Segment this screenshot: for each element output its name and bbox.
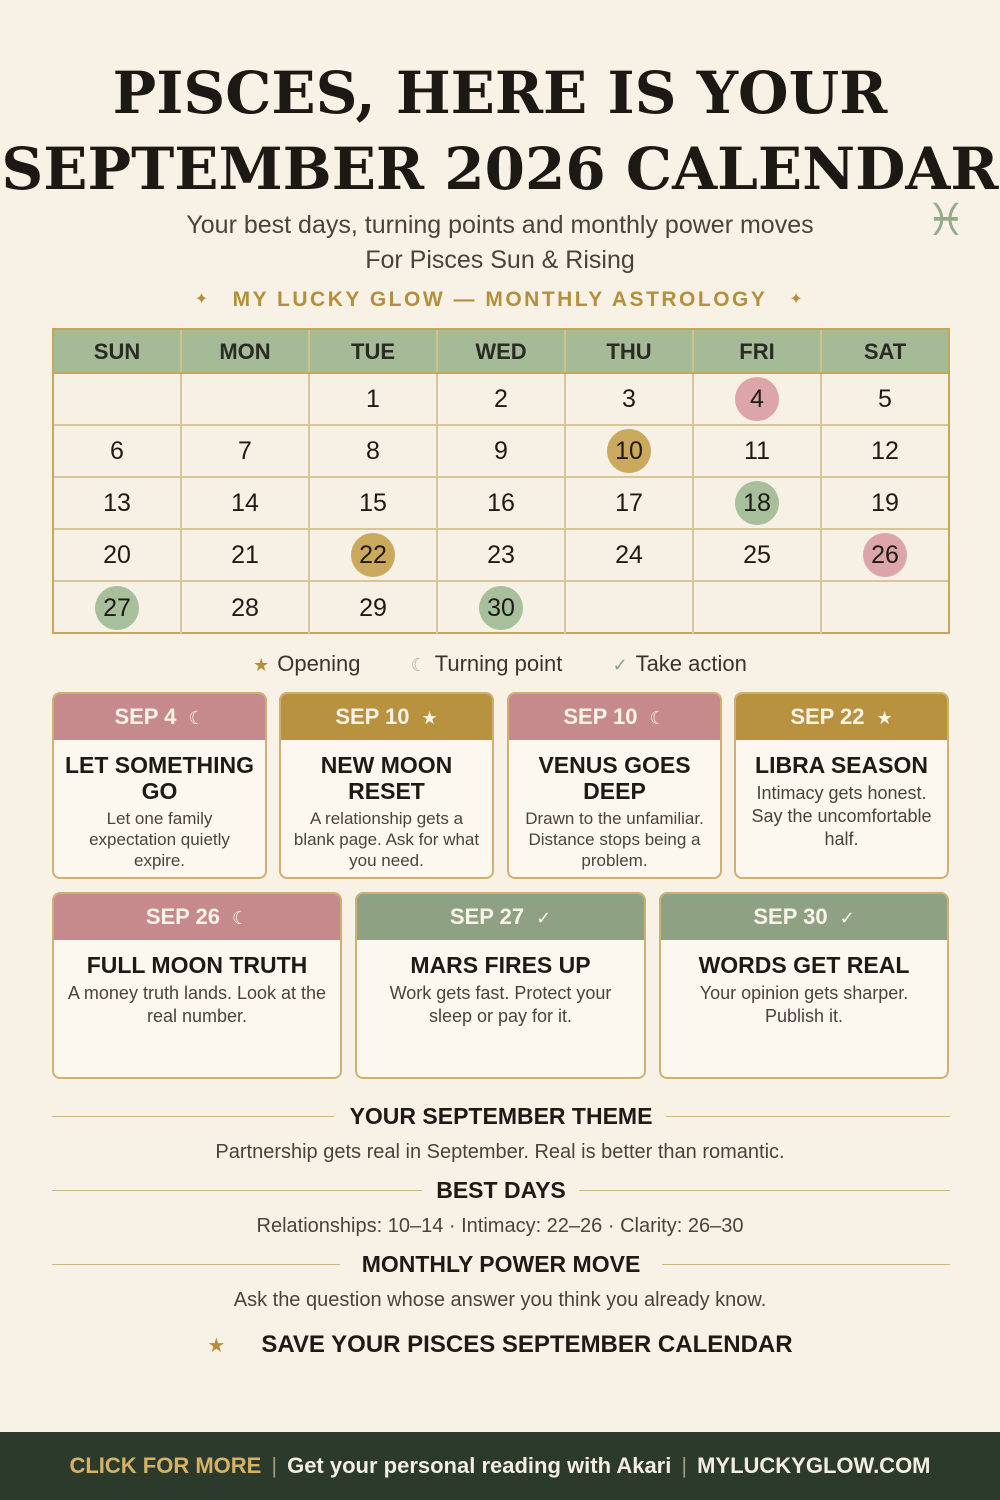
site-link[interactable]: MYLUCKYGLOW.COM bbox=[697, 1453, 931, 1478]
calendar-day-23[interactable] bbox=[438, 530, 566, 580]
card-date: SEP 30 bbox=[753, 904, 828, 929]
star-icon: ★ bbox=[253, 655, 270, 675]
subtitle-line-2: For Pisces Sun & Rising bbox=[365, 246, 635, 274]
calendar-day-7[interactable] bbox=[182, 426, 310, 476]
day-number: 1 bbox=[366, 385, 380, 413]
calendar-day-19[interactable] bbox=[822, 478, 948, 528]
card-header bbox=[736, 694, 947, 740]
calendar-day-22[interactable] bbox=[310, 530, 438, 580]
day-number: 21 bbox=[231, 541, 259, 569]
day-number: 24 bbox=[615, 541, 643, 569]
card-title: WORDS GET REAL bbox=[698, 952, 910, 978]
calendar-day-9[interactable] bbox=[438, 426, 566, 476]
divider: | bbox=[681, 1453, 688, 1478]
card-body: Intimacy gets honest. Say the uncomfortable half. bbox=[751, 783, 932, 849]
subtitle-line-1: Your best days, turning points and monthly power moves bbox=[186, 211, 814, 239]
sparkle-icon: ✦ bbox=[194, 291, 211, 308]
weekday-sun: SUN bbox=[54, 330, 182, 372]
card-date: SEP 22 bbox=[790, 704, 865, 729]
check-icon: ✓ bbox=[839, 908, 855, 928]
brand-line bbox=[0, 286, 1000, 314]
divider: | bbox=[271, 1453, 278, 1478]
card-body: A relationship gets a blank page. Ask for what you need. bbox=[293, 809, 480, 870]
day-number: 20 bbox=[103, 541, 131, 569]
page-title bbox=[0, 55, 1000, 207]
day-number: 25 bbox=[743, 541, 771, 569]
day-number: 9 bbox=[494, 437, 508, 465]
calendar-day-29[interactable] bbox=[310, 582, 438, 634]
calendar-day-18[interactable] bbox=[694, 478, 822, 528]
calendar-day-16[interactable] bbox=[438, 478, 566, 528]
calendar-day-3[interactable] bbox=[566, 374, 694, 424]
pisces-icon: ♓ bbox=[926, 195, 966, 246]
calendar-day-30[interactable] bbox=[438, 582, 566, 634]
star-icon: ★ bbox=[421, 708, 438, 728]
calendar-week-row bbox=[54, 478, 948, 530]
day-number: 28 bbox=[231, 594, 259, 622]
card-title: LET SOMETHING GO bbox=[64, 752, 255, 804]
event-card-sep-27[interactable] bbox=[355, 892, 646, 1079]
event-card-sep-26[interactable] bbox=[52, 892, 342, 1079]
calendar-day-5[interactable] bbox=[822, 374, 948, 424]
event-card-sep-22[interactable] bbox=[734, 692, 949, 879]
card-header bbox=[661, 894, 947, 940]
calendar-empty-cell bbox=[822, 582, 948, 634]
card-title: VENUS GOES DEEP bbox=[538, 752, 691, 804]
legend-take-action bbox=[612, 648, 746, 681]
card-title: LIBRA SEASON bbox=[755, 752, 928, 778]
save-calendar-callout[interactable] bbox=[0, 1328, 1000, 1363]
calendar-body bbox=[54, 374, 948, 634]
day-number: 15 bbox=[359, 489, 387, 517]
legend-opening-label: Opening bbox=[277, 651, 361, 676]
title-line-2: SEPTEMBER 2026 CALENDAR bbox=[1, 135, 999, 203]
card-header bbox=[509, 694, 720, 740]
check-icon: ✓ bbox=[612, 655, 628, 675]
brand-text: MY LUCKY GLOW — MONTHLY ASTROLOGY bbox=[232, 288, 768, 311]
calendar-day-15[interactable] bbox=[310, 478, 438, 528]
moon-icon: ☾ bbox=[649, 708, 666, 728]
calendar-day-12[interactable] bbox=[822, 426, 948, 476]
weekday-sat: SAT bbox=[863, 339, 907, 364]
power-move-text: Ask the question whose answer you think you already know. bbox=[233, 1289, 767, 1311]
day-number: 29 bbox=[359, 594, 387, 622]
footer-banner[interactable] bbox=[0, 1432, 1000, 1500]
day-number: 2 bbox=[494, 385, 508, 413]
highlighted-day-number: 4 bbox=[735, 377, 779, 421]
calendar-day-28[interactable] bbox=[182, 582, 310, 634]
day-number: 16 bbox=[487, 489, 515, 517]
day-number: 23 bbox=[487, 541, 515, 569]
day-number: 8 bbox=[366, 437, 380, 465]
highlighted-day-number: 18 bbox=[735, 481, 779, 525]
calendar-header-row bbox=[54, 330, 948, 374]
calendar-day-13[interactable] bbox=[54, 478, 182, 528]
best-days-text: Relationships: 10–14 · Intimacy: 22–26 · Clarity: 26–30 bbox=[256, 1215, 744, 1237]
calendar-day-6[interactable] bbox=[54, 426, 182, 476]
card-date: SEP 10 bbox=[335, 704, 410, 729]
card-date: SEP 10 bbox=[563, 704, 638, 729]
power-move-heading: MONTHLY POWER MOVE bbox=[361, 1251, 641, 1277]
card-body: Drawn to the unfamiliar. Distance stops being a problem. bbox=[525, 809, 704, 870]
calendar-day-17[interactable] bbox=[566, 478, 694, 528]
best-days-heading-row bbox=[52, 1173, 950, 1207]
card-header bbox=[54, 694, 265, 740]
card-body: Work gets fast. Protect your sleep or pay for it. bbox=[389, 983, 612, 1026]
legend-opening bbox=[253, 648, 360, 681]
highlighted-day-number: 10 bbox=[607, 429, 651, 473]
click-for-more-link[interactable]: CLICK FOR MORE bbox=[69, 1453, 262, 1478]
weekday-tue: TUE bbox=[310, 330, 438, 372]
calendar-day-2[interactable] bbox=[438, 374, 566, 424]
calendar-empty-cell bbox=[694, 582, 822, 634]
star-icon: ★ bbox=[876, 708, 893, 728]
calendar-day-27[interactable] bbox=[54, 582, 182, 634]
legend-turning-point bbox=[411, 648, 563, 681]
card-body: A money truth lands. Look at the real number. bbox=[67, 983, 327, 1026]
day-number: 12 bbox=[871, 437, 899, 465]
day-number: 6 bbox=[110, 437, 124, 465]
calendar-day-1[interactable] bbox=[310, 374, 438, 424]
calendar-day-10[interactable] bbox=[566, 426, 694, 476]
highlighted-day-number: 27 bbox=[95, 586, 139, 630]
sparkle-icon: ✦ bbox=[789, 291, 806, 308]
moon-icon: ☾ bbox=[232, 908, 249, 928]
card-body: Let one family expectation quietly expire. bbox=[89, 809, 230, 870]
day-number: 7 bbox=[238, 437, 252, 465]
card-title: MARS FIRES UP bbox=[410, 952, 591, 978]
event-card-sep-30[interactable] bbox=[659, 892, 949, 1079]
calendar-day-21[interactable] bbox=[182, 530, 310, 580]
legend-turning-label: Turning point bbox=[434, 651, 563, 676]
theme-heading-row bbox=[52, 1099, 950, 1133]
calendar-day-26[interactable] bbox=[822, 530, 948, 580]
calendar-day-24[interactable] bbox=[566, 530, 694, 580]
theme-text: Partnership gets real in September. Real is better than romantic. bbox=[215, 1141, 785, 1163]
check-icon: ✓ bbox=[536, 908, 552, 928]
highlighted-day-number: 22 bbox=[351, 533, 395, 577]
day-number: 17 bbox=[615, 489, 643, 517]
weekday-wed: WED bbox=[438, 330, 566, 372]
event-card-sep-10-new-moon[interactable] bbox=[279, 692, 494, 879]
weekday-thu: THU bbox=[566, 330, 694, 372]
weekday-fri: FRI bbox=[694, 330, 822, 372]
calendar-week-row bbox=[54, 426, 948, 478]
calendar-grid bbox=[52, 328, 950, 634]
calendar-day-11[interactable] bbox=[694, 426, 822, 476]
card-header bbox=[281, 694, 492, 740]
highlighted-day-number: 30 bbox=[479, 586, 523, 630]
card-header bbox=[357, 894, 644, 940]
calendar-day-20[interactable] bbox=[54, 530, 182, 580]
calendar-day-4[interactable] bbox=[694, 374, 822, 424]
title-line-1: PISCES, HERE IS YOUR bbox=[112, 59, 888, 127]
theme-heading: YOUR SEPTEMBER THEME bbox=[349, 1103, 653, 1129]
card-title: NEW MOON RESET bbox=[320, 752, 453, 804]
star-icon: ★ bbox=[207, 1335, 226, 1357]
legend bbox=[0, 648, 1000, 681]
event-card-sep-10-venus[interactable] bbox=[507, 692, 722, 879]
moon-icon: ☾ bbox=[188, 708, 205, 728]
reading-link[interactable]: Get your personal reading with Akari bbox=[287, 1453, 672, 1478]
card-body: Your opinion gets sharper. Publish it. bbox=[699, 983, 909, 1026]
card-date: SEP 4 bbox=[114, 704, 177, 729]
calendar-day-14[interactable] bbox=[182, 478, 310, 528]
day-number: 11 bbox=[744, 437, 770, 465]
card-header bbox=[54, 894, 340, 940]
card-date: SEP 26 bbox=[145, 904, 221, 929]
card-date: SEP 27 bbox=[449, 904, 525, 929]
day-number: 5 bbox=[878, 385, 892, 413]
subtitle bbox=[0, 208, 1000, 278]
day-number: 3 bbox=[622, 385, 636, 413]
legend-action-label: Take action bbox=[635, 651, 747, 676]
highlighted-day-number: 26 bbox=[863, 533, 907, 577]
day-number: 13 bbox=[103, 489, 131, 517]
power-move-heading-row bbox=[52, 1247, 950, 1281]
day-number: 19 bbox=[871, 489, 899, 517]
save-text: SAVE YOUR PISCES SEPTEMBER CALENDAR bbox=[261, 1331, 793, 1358]
calendar-empty-cell bbox=[182, 374, 310, 424]
calendar-empty-cell bbox=[566, 582, 694, 634]
calendar-week-row bbox=[54, 530, 948, 582]
calendar-day-8[interactable] bbox=[310, 426, 438, 476]
calendar-day-25[interactable] bbox=[694, 530, 822, 580]
weekday-mon: MON bbox=[182, 330, 310, 372]
day-number: 14 bbox=[231, 489, 259, 517]
event-card-sep-4[interactable] bbox=[52, 692, 267, 879]
best-days-heading: BEST DAYS bbox=[436, 1177, 566, 1203]
calendar-week-row bbox=[54, 582, 948, 634]
card-title: FULL MOON TRUTH bbox=[86, 952, 308, 978]
calendar-empty-cell bbox=[54, 374, 182, 424]
calendar-week-row bbox=[54, 374, 948, 426]
moon-icon: ☾ bbox=[410, 655, 427, 675]
